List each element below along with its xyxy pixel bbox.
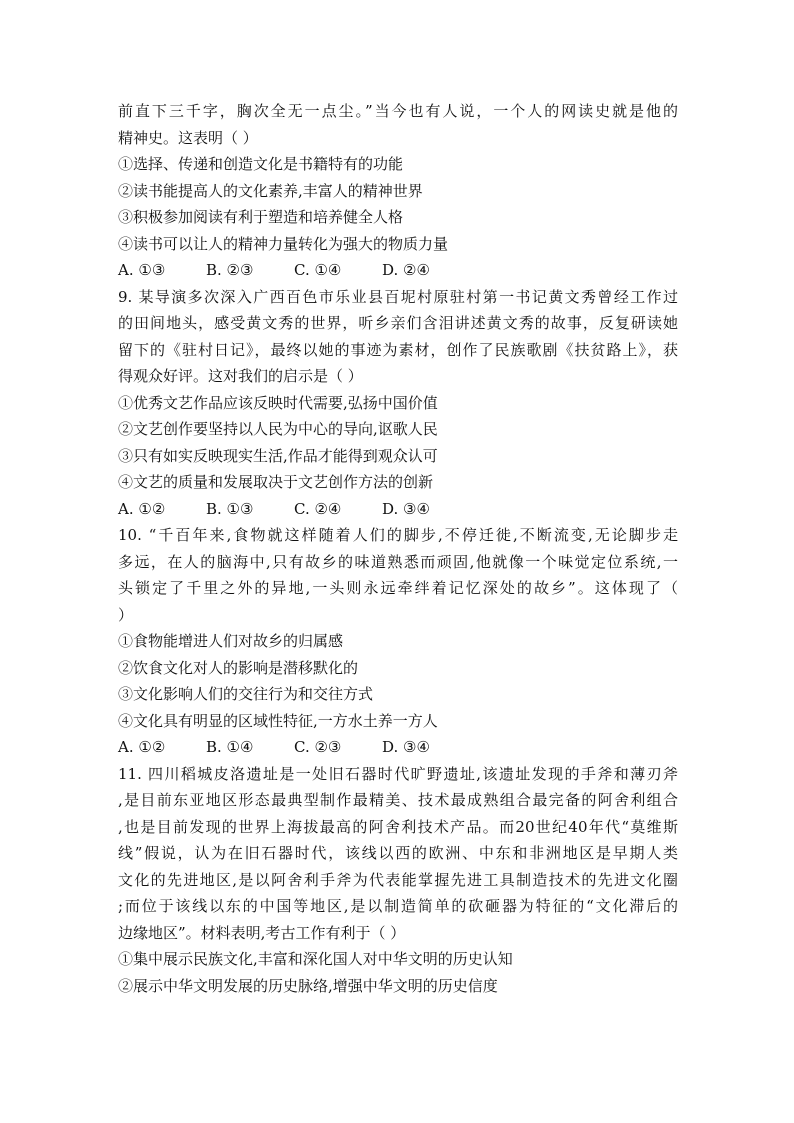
q10-option-2: ②饮食文化对人的影响是潜移默化的 (118, 658, 359, 677)
q10-choice-d: D. ③④ (382, 738, 430, 756)
q9-option-4: ④文艺的质量和发展取决于文艺创作方法的创新 (118, 473, 434, 491)
q8-option-2: ②读书能提高人的文化素养,丰富人的精神世界 (118, 181, 423, 200)
q11-stem-line-1: 11. 四川稻城皮洛遗址是一处旧石器时代旷野遗址,该遗址发现的手斧和薄刃斧 (118, 764, 678, 783)
q9-option-2: ②文艺创作要坚持以人民为中心的导向,讴歌人民 (118, 420, 438, 438)
document-content (118, 98, 678, 999)
q11-stem-line-3: ,也是目前发现的世界上海拔最高的阿舍利技术产品。而20世纪40年代“莫维斯 (118, 817, 678, 836)
q8-choice-a: A. ①③ (118, 261, 166, 279)
q9-choices (118, 496, 678, 523)
q9-choice-b: B. ①③ (206, 499, 254, 518)
q8-option-4: ④读书可以让人的精神力量转化为强大的物质力量 (118, 234, 449, 253)
q11-stem-line-5: 文化的先进地区,是以阿舍利手斧为代表能掌握先进工具制造技术的先进文化圈 (118, 870, 678, 889)
q10-option-3: ③文化影响人们的交往行为和交往方式 (118, 685, 374, 703)
q11-stem-line-2: ,是目前东亚地区形态最典型制作最精美、技术最成熟组合最完备的阿舍利组合 (118, 791, 678, 809)
q10-choices (118, 734, 678, 761)
q10-stem-line-3: 头锁定了千里之外的异地,一头则永远牵绊着记忆深处的故乡”。这体现了（ (118, 579, 678, 597)
q11-stem-line-4: 线”假说，认为在旧石器时代，该线以西的欧洲、中东和非洲地区是早期人类 (118, 844, 678, 862)
q11-option-2: ②展示中华文明发展的历史脉络,增强中华文明的历史信度 (118, 976, 498, 995)
q10-option-1: ①食物能增进人们对故乡的归属感 (118, 632, 344, 650)
q9-stem-line-3: 留下的《驻村日记》，最终以她的事迹为素材，创作了民族歌剧《扶贫路上》，获 (118, 340, 678, 359)
q10-stem-line-2: 多远，在人的脑海中,只有故乡的味道熟悉而顽固,他就像一个味觉定位系统,一 (118, 552, 678, 571)
q9-stem-line-1: 9. 某导演多次深入广西百色市乐业县百坭村原驻村第一书记黄文秀曾经工作过 (118, 287, 678, 306)
q9-stem-line-4: 得观众好评。这对我们的启示是（ ） (118, 367, 363, 385)
q8-option-3: ③积极参加阅读有利于塑造和培养健全人格 (118, 208, 404, 226)
q8-choices (118, 257, 678, 284)
q11-stem-line-7: 边缘地区”。材料表明,考古工作有利于（ ） (118, 923, 406, 942)
q10-stem-line-1: 10. “千百年来,食物就这样随着人们的脚步,不停迁徙,不断流变,无论脚步走 (118, 526, 678, 544)
q11-option-1: ①集中展示民族文化,丰富和深化国人对中华文明的历史认知 (118, 950, 513, 968)
q11-stem-line-6: ;而位于该线以东的中国等地区,是以制造简单的砍砸器为特征的“文化滞后的 (118, 897, 678, 915)
q10-option-4: ④文化具有明显的区域性特征,一方水土养一方人 (118, 711, 438, 730)
q10-stem-line-4: ） (118, 605, 134, 624)
q8-stem-line-2: 精神史。这表明（ ） (118, 128, 258, 147)
q8-option-1: ①选择、传递和创造文化是书籍特有的功能 (118, 155, 404, 173)
q10-choice-c: C. ②③ (294, 738, 342, 756)
q9-option-3: ③只有如实反映现实生活,作品才能得到观众认可 (118, 446, 438, 465)
q8-stem-line-1: 前直下三千字，胸次全无一点尘。”当今也有人说，一个人的网读史就是他的 (118, 102, 678, 120)
q8-choice-b: B. ②③ (206, 261, 254, 279)
q10-choice-b: B. ①④ (206, 738, 254, 756)
q9-choice-c: C. ②④ (294, 499, 342, 518)
q9-choice-d: D. ③④ (382, 499, 430, 518)
q8-choice-d: D. ②④ (382, 261, 430, 279)
q9-option-1: ①优秀文艺作品应该反映时代需要,弘扬中国价值 (118, 393, 438, 412)
q9-choice-a: A. ①② (118, 499, 166, 518)
q9-stem-line-2: 的田间地头，感受黄文秀的世界，听乡亲们含泪讲述黄文秀的故事，反复研读她 (118, 314, 678, 332)
q8-choice-c: C. ①④ (294, 261, 342, 279)
q10-choice-a: A. ①② (118, 738, 166, 756)
